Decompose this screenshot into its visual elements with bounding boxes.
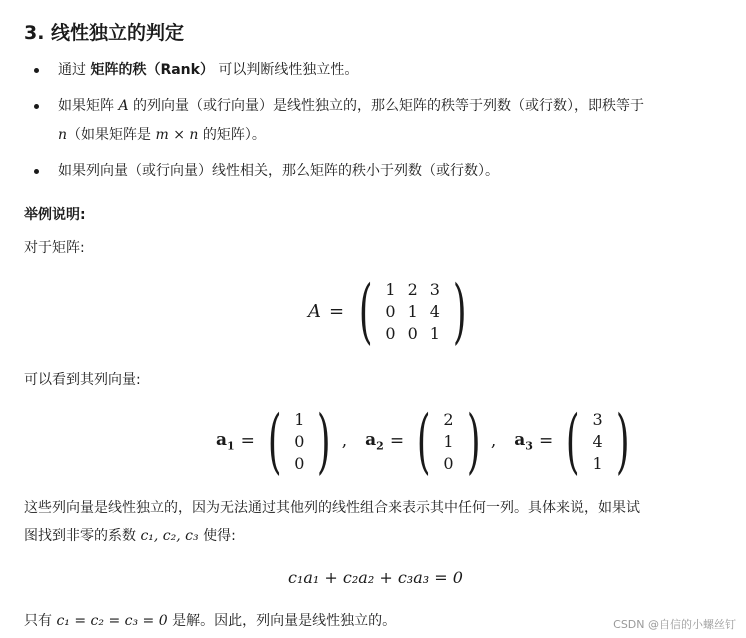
conclusion: 只有 c₁ = c₂ = c₃ = 0 是解。因此，列向量是线性独立的。 bbox=[24, 613, 397, 629]
matrix-cell: 1 bbox=[429, 323, 440, 343]
linear-combination-equation: c₁a₁ + c₂a₂ + c₃a₃ = 0 bbox=[288, 568, 463, 587]
matrix-A bbox=[308, 270, 473, 352]
left-paren: ( bbox=[358, 270, 373, 352]
bullet-item-dependent bbox=[24, 157, 740, 186]
math-var: A bbox=[118, 98, 129, 114]
vector-cell: 1 bbox=[443, 431, 454, 451]
vector-cell: 1 bbox=[294, 409, 305, 429]
bullet-text: 的矩阵）。 bbox=[198, 127, 266, 143]
vector-cell: 3 bbox=[592, 409, 603, 429]
bullet-item-rank bbox=[24, 56, 740, 85]
left-paren: ( bbox=[566, 400, 580, 482]
explanation-line-1: 这些列向量是线性独立的，因为无法通过其他列的线性组合来表示其中任何一列。具体来说，如果试 bbox=[24, 500, 640, 516]
bullet-text: 如果列向量（或行向量）线性相关，那么矩阵的秩小于列数（或行数）。 bbox=[58, 163, 499, 179]
bullet-text: 如果矩阵 bbox=[58, 98, 119, 114]
math-var: n bbox=[58, 127, 68, 143]
vector-cell: 0 bbox=[443, 453, 454, 473]
vector-table bbox=[288, 408, 310, 474]
explanation-line-2: 图找到非零的系数 c₁, c₂, c₃ 使得: bbox=[24, 528, 236, 544]
right-paren: ) bbox=[317, 400, 331, 482]
math-var: m bbox=[155, 127, 169, 143]
coefficients: c₁, c₂, c₃ bbox=[140, 528, 199, 544]
matrix-table bbox=[379, 278, 446, 344]
matrix-name: A bbox=[308, 300, 321, 322]
bullet-list bbox=[24, 56, 740, 193]
vector-cell: 0 bbox=[294, 431, 305, 451]
intro-text: 对于矩阵: bbox=[24, 240, 85, 256]
left-paren: ( bbox=[416, 400, 431, 482]
bullet-bold-text: 矩阵的秩（Rank） bbox=[90, 62, 214, 78]
matrix-cell: 4 bbox=[429, 301, 440, 321]
vector-name: $a_1$ bbox=[216, 429, 235, 453]
right-paren: ) bbox=[615, 400, 630, 482]
matrix-cell: 0 bbox=[385, 323, 396, 343]
bullet-text: 的列向量（或行向量）是线性独立的，那么矩阵的秩等于列数（或行数），即秩等于 bbox=[128, 98, 645, 114]
right-paren: ) bbox=[466, 400, 481, 482]
columns-intro: 可以看到其列向量: bbox=[24, 372, 141, 388]
column-vectors: $a_1$ = ( 1 0 0 ) , $a_2$ = ( 2 1 0 ) , $a_3$ = ( 3 4 1 ) bbox=[216, 400, 630, 482]
bullet-text: 通过 bbox=[58, 62, 91, 78]
math-op: × bbox=[173, 127, 185, 143]
vector-cell: 1 bbox=[592, 453, 603, 473]
bullet-item-independent bbox=[24, 92, 740, 150]
watermark: CSDN @自信的小螺丝钉 bbox=[613, 618, 736, 631]
matrix-cell: 1 bbox=[385, 279, 396, 299]
math-var: n bbox=[189, 127, 199, 143]
vector-name: $a_3$ bbox=[514, 429, 533, 453]
vector-cell: 0 bbox=[294, 453, 305, 473]
example-title: 举例说明: bbox=[24, 207, 86, 223]
conclusion-math: c₁ = c₂ = c₃ = 0 bbox=[56, 613, 168, 629]
matrix-cell: 0 bbox=[407, 323, 418, 343]
vector-table bbox=[587, 408, 609, 474]
vector-cell: 2 bbox=[443, 409, 454, 429]
section-heading: 3. 线性独立的判定 bbox=[24, 22, 185, 44]
matrix-cell: 0 bbox=[385, 301, 396, 321]
equals-sign: = bbox=[329, 300, 345, 322]
right-paren: ) bbox=[452, 270, 467, 352]
bullet-text: 可以判断线性独立性。 bbox=[213, 62, 359, 78]
vector-table bbox=[437, 408, 459, 474]
left-paren: ( bbox=[267, 400, 282, 482]
matrix-cell: 2 bbox=[407, 279, 418, 299]
bullet-text: （如果矩阵是 bbox=[67, 127, 156, 143]
matrix-cell: 3 bbox=[429, 279, 440, 299]
vector-name: $a_2$ bbox=[365, 429, 384, 453]
matrix-cell: 1 bbox=[407, 301, 418, 321]
vector-cell: 4 bbox=[592, 431, 603, 451]
